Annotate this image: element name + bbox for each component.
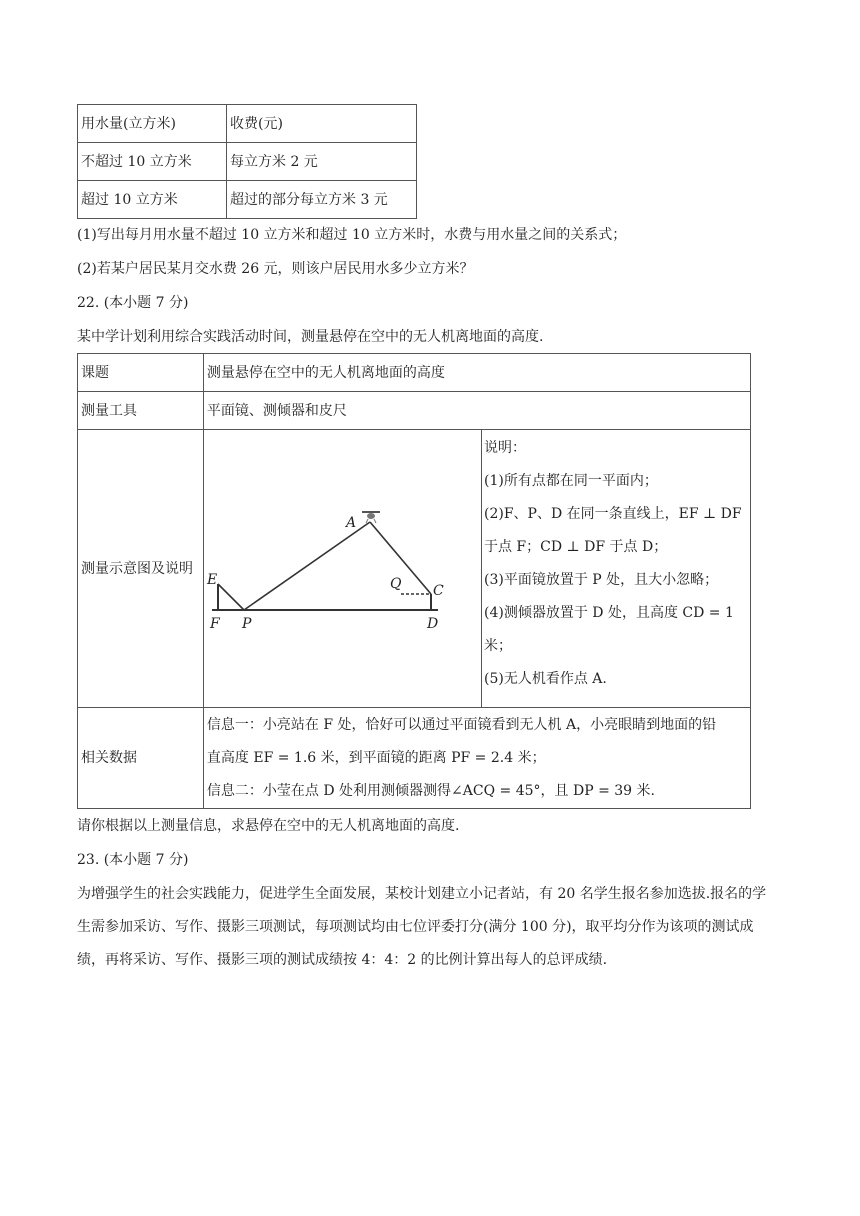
table-row [78, 708, 751, 809]
q21-part2: (2)若某户居民某月交水费 26 元，则该户居民用水多少立方米？ [77, 261, 474, 277]
note-line: 于点 F；CD ⊥ DF 于点 D； [483, 539, 668, 555]
segment-ep [218, 584, 244, 610]
q23-body: 为增强学生的社会实践能力，促进学生全面发展，某校计划建立小记者站，有 20 名学生报名参加选拔.报名的学生需参加采访、写作、摄影三项测试，每项测试均由七位评委打分(满分 100 分)，取平均分作为该项的测试成绩，再将采访、写作、摄影三项的测试成绩按 4：4：2 的比例计算出每人的总评成绩. [77, 886, 767, 968]
q22-question: 请你根据以上测量信息，求悬停在空中的无人机离地面的高度. [77, 818, 460, 834]
table-header-row [78, 105, 417, 143]
note-line: 米； [483, 638, 512, 654]
point-label-c: C [432, 583, 444, 599]
table-row [78, 143, 417, 181]
notes-cell [481, 430, 750, 708]
data-label: 相关数据 [78, 708, 204, 809]
table-row [78, 430, 751, 708]
q21-part1: (1)写出每月用水量不超过 10 立方米和超过 10 立方米时，水费与用水量之间的关系式； [77, 227, 627, 243]
data-line: 信息二：小莹在点 D 处利用测倾器测得∠ACQ = 45°，且 DP = 39 米. [206, 782, 655, 799]
note-line: (5)无人机看作点 A. [483, 671, 607, 687]
point-label-f: F [209, 616, 220, 632]
point-label-p: P [241, 616, 252, 632]
diagram-label: 测量示意图及说明 [78, 430, 204, 708]
table-cell: 每立方米 2 元 [227, 143, 417, 181]
tools-value: 平面镜、测倾器和皮尺 [203, 392, 750, 430]
table-cell: 超过的部分每立方米 3 元 [227, 181, 417, 219]
data-line: 信息一：小亮站在 F 处，恰好可以通过平面镜看到无人机 A，小亮眼睛到地面的铅 [206, 716, 717, 733]
data-line: 直高度 EF = 1.6 米，到平面镜的距离 PF = 2.4 米； [206, 749, 546, 766]
point-label-e: E [206, 572, 218, 588]
table-cell: 不超过 10 立方米 [78, 143, 227, 181]
note-line: (2)F、P、D 在同一条直线上，EF ⊥ DF [483, 506, 742, 522]
table-cell: 用水量(立方米) [78, 105, 227, 143]
diagram-cell [203, 430, 481, 708]
table-row [78, 392, 751, 430]
table-row [78, 181, 417, 219]
point-label-a: A [345, 515, 357, 531]
q22-intro: 某中学计划利用综合实践活动时间，测量悬停在空中的无人机离地面的高度. [77, 329, 544, 345]
measurement-diagram [204, 432, 479, 705]
table-cell: 收费(元) [227, 105, 417, 143]
topic-value: 测量悬停在空中的无人机离地面的高度 [203, 354, 750, 392]
data-cell [203, 708, 750, 809]
table-row [78, 354, 751, 392]
note-line: (4)测倾器放置于 D 处，且高度 CD = 1 [483, 605, 734, 621]
point-label-q: Q [389, 576, 402, 592]
point-label-d: D [426, 616, 439, 632]
topic-label: 课题 [78, 354, 204, 392]
note-line: (3)平面镜放置于 P 处，且大小忽略； [483, 572, 719, 588]
segment-pa [244, 522, 370, 610]
table-cell: 超过 10 立方米 [78, 181, 227, 219]
drone-icon [362, 512, 380, 523]
measurement-table [77, 353, 751, 809]
q23-heading: 23. (本小题 7 分) [77, 852, 189, 868]
water-fee-table [77, 104, 417, 219]
q22-heading: 22. (本小题 7 分) [77, 295, 189, 311]
tools-label: 测量工具 [78, 392, 204, 430]
note-line: 说明： [483, 440, 526, 456]
note-line: (1)所有点都在同一平面内； [483, 473, 658, 489]
